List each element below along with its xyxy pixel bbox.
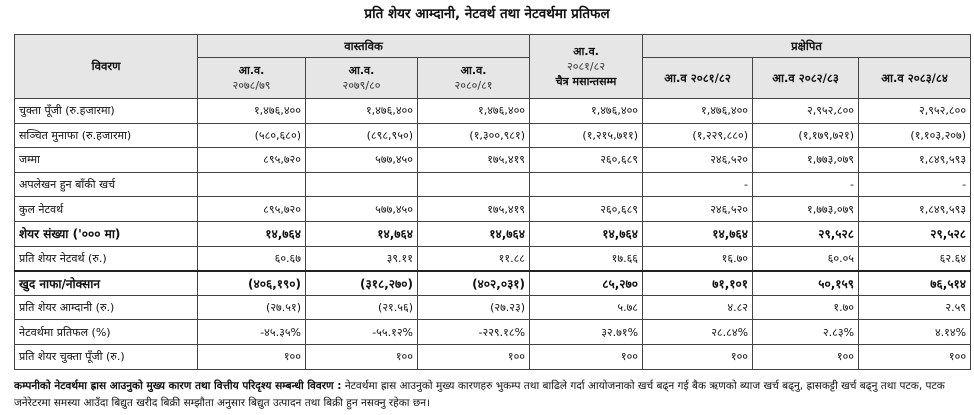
table-row xyxy=(15,271,971,296)
explanation-note xyxy=(14,378,970,412)
financial-table xyxy=(14,34,971,370)
table-cell: (२१.५६) xyxy=(306,295,418,320)
table-cell: १०० xyxy=(306,344,418,369)
row-label: प्रति शेयर चुक्ता पूँजी (रु.) xyxy=(15,344,198,369)
table-row xyxy=(15,246,971,271)
header-actual: वास्तविक xyxy=(198,35,530,58)
header-actual-year: आ.व. २०७८/७९ xyxy=(198,58,306,99)
row-label: कुल नेटवर्थ xyxy=(15,197,198,222)
table-cell: (४०२,०३१) xyxy=(418,271,530,296)
table-cell xyxy=(530,172,643,197)
table-cell: -४५.३५% xyxy=(198,320,306,345)
header-current-fy: आ.व. २०८१/८२ चैत्र मसान्तसम्म xyxy=(530,35,643,99)
row-label: शेयर संख्या ('००० मा) xyxy=(15,221,198,246)
table-row xyxy=(15,221,971,246)
header-actual-year: आ.व. २०८०/८१ xyxy=(418,58,530,99)
table-cell: ८९५,७२० xyxy=(198,197,306,222)
table-cell: २६०,६८९ xyxy=(530,197,643,222)
table-cell: ३२.७१% xyxy=(530,320,643,345)
table-cell: ३९.११ xyxy=(306,246,418,271)
table-cell: ४.१४% xyxy=(859,320,971,345)
table-cell: १,८४९,५९३ xyxy=(859,148,971,173)
table-cell: १,८४९,५९३ xyxy=(859,197,971,222)
note-heading: कम्पनीको नेटवर्थमा ह्रास आउनुको मुख्य कारण तथा वित्तीय परिदृश्य सम्बन्धी विवरण : xyxy=(14,380,342,392)
table-cell: (२७.५१) xyxy=(198,295,306,320)
table-cell xyxy=(306,172,418,197)
table-cell: ८५,२७० xyxy=(530,271,643,296)
table-cell: २४६,५२० xyxy=(643,148,753,173)
table-cell: १.७० xyxy=(753,295,859,320)
table-cell: १,४७६,४०० xyxy=(306,99,418,124)
table-cell xyxy=(418,172,530,197)
table-cell: १०० xyxy=(643,344,753,369)
table-cell: (३१८,२७०) xyxy=(306,271,418,296)
table-cell: (१,३००,९८१) xyxy=(418,123,530,148)
table-cell: ५७७,४५० xyxy=(306,148,418,173)
table-cell: २,९५२,८०० xyxy=(859,99,971,124)
table-cell: १,७७३,०७९ xyxy=(753,197,859,222)
table-cell: १७५,४१९ xyxy=(418,148,530,173)
table-cell: १४,७६४ xyxy=(418,221,530,246)
table-cell: ८९५,७२० xyxy=(198,148,306,173)
table-cell: ६२.६४ xyxy=(859,246,971,271)
table-row xyxy=(15,295,971,320)
table-cell: १०० xyxy=(859,344,971,369)
table-cell: (४०६,१९०) xyxy=(198,271,306,296)
header-projected-year: आ.व २०८१/८२ xyxy=(643,58,753,99)
table-cell: २६०,६८९ xyxy=(530,148,643,173)
table-cell: ६०.६७ xyxy=(198,246,306,271)
table-cell: १०० xyxy=(198,344,306,369)
row-label: जम्मा xyxy=(15,148,198,173)
table-cell: -५५.१२% xyxy=(306,320,418,345)
table-cell: (२७.२३) xyxy=(418,295,530,320)
table-cell: ४.८२ xyxy=(643,295,753,320)
table-cell: १४,७६४ xyxy=(198,221,306,246)
header-particulars: विवरण xyxy=(15,35,198,99)
table-cell: १,७७३,०७९ xyxy=(753,148,859,173)
table-cell: १६.७० xyxy=(643,246,753,271)
row-label: नेटवर्थमा प्रतिफल (%) xyxy=(15,320,198,345)
table-cell: १४,७६४ xyxy=(306,221,418,246)
page-title: प्रति शेयर आम्दानी, नेटवर्थ तथा नेटवर्थमा प्रतिफल xyxy=(364,6,610,22)
table-cell: (८९८,९५०) xyxy=(306,123,418,148)
table-cell: (१,१७९,७२१) xyxy=(753,123,859,148)
table-cell: १४,७६४ xyxy=(643,221,753,246)
header-projected: प्रक्षेपित xyxy=(643,35,971,58)
table-cell: २९,५२८ xyxy=(859,221,971,246)
table-cell xyxy=(198,172,306,197)
table-cell: ५.७८ xyxy=(530,295,643,320)
table-cell: (१,२२९,८८०) xyxy=(643,123,753,148)
table-cell: - xyxy=(859,172,971,197)
row-label: प्रति शेयर नेटवर्थ (रु.) xyxy=(15,246,198,271)
table-cell: २९,५२८ xyxy=(753,221,859,246)
table-row xyxy=(15,99,971,124)
table-cell: (१,१०३,२०७) xyxy=(859,123,971,148)
row-label: खुद नाफा/नोक्सान xyxy=(15,271,198,296)
table-cell: २८.८४% xyxy=(643,320,753,345)
table-cell: (१,२१५,७११) xyxy=(530,123,643,148)
table-cell: १७.६६ xyxy=(530,246,643,271)
header-actual-year: आ.व. २०७९/८० xyxy=(306,58,418,99)
table-cell: ११.८८ xyxy=(418,246,530,271)
table-row xyxy=(15,148,971,173)
table-cell: २४६,५२० xyxy=(643,197,753,222)
table-row xyxy=(15,344,971,369)
table-cell: ७६,५१४ xyxy=(859,271,971,296)
table-cell: २.५९ xyxy=(859,295,971,320)
table-cell: २.८३% xyxy=(753,320,859,345)
table-cell: -२२९.१८% xyxy=(418,320,530,345)
table-cell: १०० xyxy=(753,344,859,369)
table-cell: १०० xyxy=(418,344,530,369)
row-label: प्रति शेयर आम्दानी (रु.) xyxy=(15,295,198,320)
row-label: अपलेखन हुन बाँकी खर्च xyxy=(15,172,198,197)
table-cell: (५८०,६८०) xyxy=(198,123,306,148)
table-row xyxy=(15,172,971,197)
table-row xyxy=(15,123,971,148)
table-cell: ७१,१०१ xyxy=(643,271,753,296)
table-cell: १,४७६,४०० xyxy=(198,99,306,124)
table-row xyxy=(15,320,971,345)
table-cell: ६०.०५ xyxy=(753,246,859,271)
table-cell: १७५,४१९ xyxy=(418,197,530,222)
table-cell: १४,७६४ xyxy=(530,221,643,246)
row-label: चुक्ता पूँजी (रु.हजारमा) xyxy=(15,99,198,124)
header-projected-year: आ.व २०८२/८३ xyxy=(753,58,859,99)
table-cell: १,४७६,४०० xyxy=(530,99,643,124)
table-cell: - xyxy=(643,172,753,197)
table-row xyxy=(15,197,971,222)
table-cell: १,४७६,४०० xyxy=(418,99,530,124)
table-cell: १,४७६,४०० xyxy=(643,99,753,124)
table-cell: २,९५२,८०० xyxy=(753,99,859,124)
row-label: सञ्चित मुनाफा (रु.हजारमा) xyxy=(15,123,198,148)
table-cell: - xyxy=(753,172,859,197)
header-projected-year: आ.व २०८३/८४ xyxy=(859,58,971,99)
table-cell: ५०,१५९ xyxy=(753,271,859,296)
note-text: नेटवर्थमा ह्रास आउनुको मुख्य कारणहरु भुकम्प तथा बाढिले गर्दा आयोजनाको खर्च बढ्न गई बैक ऋणको ब्याज खर्च बढ्नु, ह्रासकट्टी खर्च बढ्नु तथा पटक, पटक जनेरेटरमा समस्या आउँदा बिद्युत खरीद बिक्री सम्झौता अनुसार बिद्युत उत्पादन तथा बिक्री हुन नसक्नु रहेका छन। xyxy=(14,380,945,409)
table-cell: ५७७,४५० xyxy=(306,197,418,222)
table-cell: १०० xyxy=(530,344,643,369)
